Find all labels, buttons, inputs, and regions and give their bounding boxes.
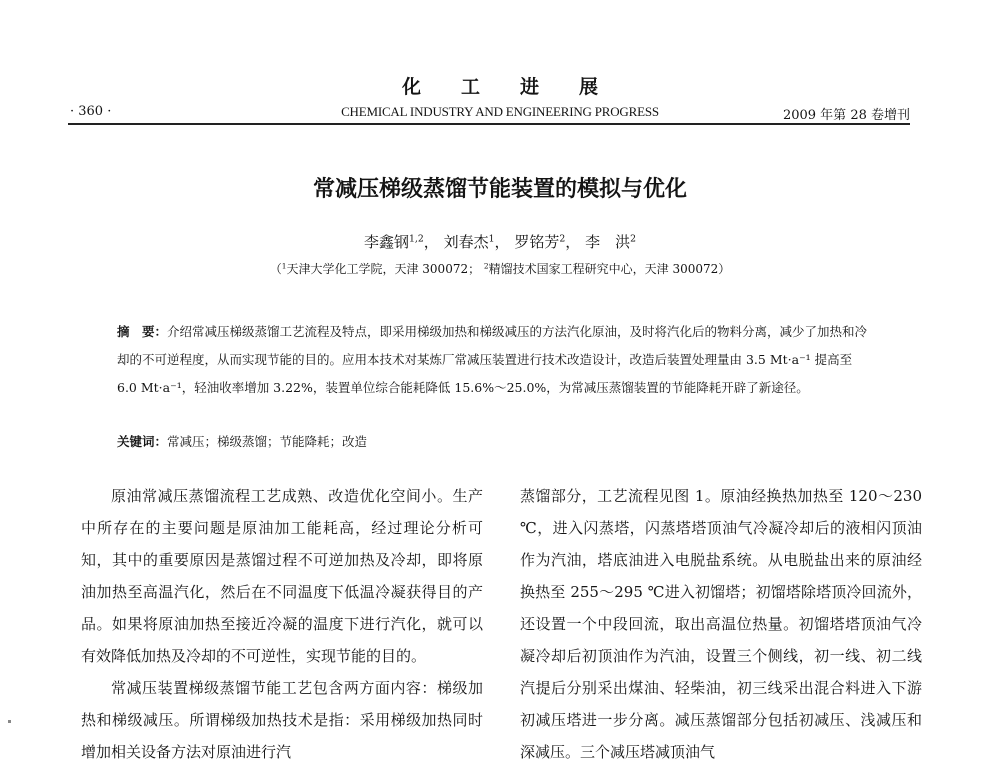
body-paragraph: 蒸馏部分，工艺流程见图 1。原油经换热加热至 120～230 ℃，进入闪蒸塔，闪蒸塔塔顶油气冷凝冷却后的液相闪顶油作为汽油，塔底油进入电脱盐系统。从电脱盐出来的原油经换热至 255～295 ℃进入初馏塔；初馏塔除塔顶冷回流外，还设置一个中段回流，取出高温位热量。初馏塔塔顶油气冷凝冷却后初顶油作为汽油，设置三个侧线，初一线、初二线汽提后分别采出煤油、轻柴油，初三线采出混合料进入下游初减压塔进一步分离。减压蒸馏部分包括初减压、浅减压和深减压。三个减压塔减顶油气	[520, 487, 922, 761]
author-separator: ，	[565, 233, 581, 251]
author-name: 刘春杰	[443, 233, 489, 251]
author-affil-mark: 2	[630, 233, 636, 245]
journal-title-en: CHEMICAL INDUSTRY AND ENGINEERING PROGRESS	[341, 104, 659, 119]
body-paragraph: 原油常减压蒸馏流程工艺成熟、改造优化空间小。生产中所存在的主要问题是原油加工能耗高，经过理论分析可知，其中的重要原因是蒸馏过程不可逆加热及冷却，即将原油加热至高温汽化，然后在不同温度下低温冷凝获得目的产品。如果将原油加热至接近冷凝的温度下进行汽化，就可以有效降低加热及冷却的不可逆性，实现节能的目的。	[81, 487, 483, 665]
author-affil-mark: 2	[559, 233, 566, 245]
author-name: 罗铭芳	[514, 233, 560, 251]
body-column-right	[520, 480, 922, 768]
journal-title-cn: 化工进展	[401, 76, 638, 98]
affil-mark-2: 2	[483, 261, 489, 271]
issue-info: 2009 年第 28 卷增刊	[782, 108, 910, 123]
article-title: 常减压梯级蒸馏节能装置的模拟与优化	[312, 177, 687, 202]
author-affil-mark: 1	[488, 233, 495, 245]
affil-open-paren: （	[269, 262, 282, 276]
body-paragraph: 常减压装置梯级蒸馏节能工艺包含两方面内容：梯级加热和梯级减压。所谓梯级加热技术是指：采用梯级加热同时增加相关设备方法对原油进行汽	[81, 679, 483, 761]
margin-mark	[8, 720, 11, 723]
affiliation-1: 天津大学化工学院，天津 300072；	[286, 262, 481, 276]
keywords-label: 关键词：	[117, 434, 168, 449]
affiliations	[0, 260, 1000, 277]
header-rule	[68, 123, 910, 125]
author-affil-mark: 1,2	[409, 233, 424, 245]
author-name: 李鑫钢	[363, 233, 409, 251]
author-list	[0, 231, 1000, 252]
abstract	[117, 318, 872, 402]
keywords	[117, 432, 872, 450]
abstract-label: 摘 要：	[117, 324, 168, 339]
page-number: · 360 ·	[70, 104, 112, 119]
author-separator: ，	[494, 233, 510, 251]
keywords-text: 常减压；梯级蒸馏；节能降耗；改造	[167, 434, 368, 449]
author-separator: ，	[423, 233, 439, 251]
body-column-left	[81, 480, 483, 768]
affiliation-2: 精馏技术国家工程研究中心，天津 300072）	[488, 262, 731, 276]
abstract-text: 介绍常减压梯级蒸馏工艺流程及特点，即采用梯级加热和梯级减压的方法汽化原油，及时将汽化后的物料分离，减少了加热和冷却的不可逆程度，从而实现节能的目的。应用本技术对某炼厂常减压装置进行技术改造设计，改造后装置处理量由 3.5 Mt·a⁻¹ 提高至 6.0 Mt·a⁻¹，轻油收率增加 3.22%，装置单位综合能耗降低 15.6%～25.0%，为常减压蒸馏装置的节能降耗开辟了新途径。	[117, 324, 868, 395]
author-name: 李 洪	[585, 233, 631, 251]
affil-mark-1: 1	[281, 261, 287, 271]
